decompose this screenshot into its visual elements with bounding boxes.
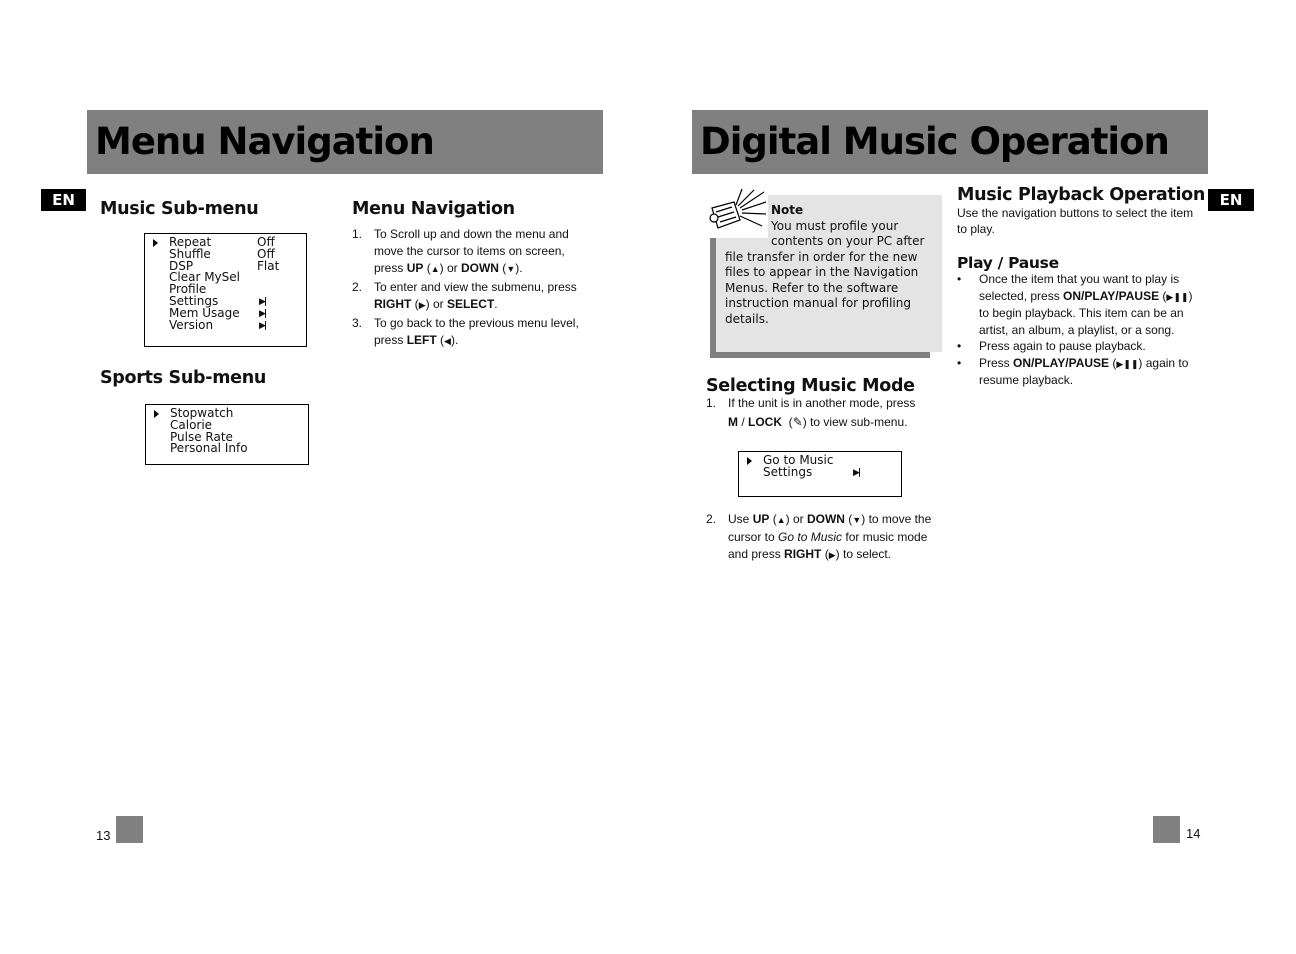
left-title-banner — [87, 110, 603, 174]
menu-navigation-heading: Menu Navigation — [352, 199, 515, 219]
cursor-arrow-icon — [747, 457, 752, 465]
right-lang-tag: EN — [1208, 189, 1254, 211]
lock-key-icon: ✎ — [792, 415, 803, 429]
cursor-arrow-icon — [153, 239, 158, 247]
sports-submenu-heading: Sports Sub-menu — [100, 368, 267, 388]
cursor-arrow-icon — [154, 410, 159, 418]
mode-menu-list — [763, 455, 893, 479]
nav-step-1: 1. To Scroll up and down the menu and move the cursor to items on screen, press UP (▲) or DOWN (▼). — [352, 227, 569, 275]
menu-item-label: Repeat — [169, 235, 212, 249]
menu-item-label: Personal Info — [170, 441, 248, 456]
navigation-steps — [352, 226, 592, 350]
menu-item-label: Calorie — [170, 417, 213, 432]
menu-item-label: Go to Music — [763, 453, 834, 467]
down-arrow-icon: ▼ — [506, 264, 516, 274]
sports-submenu-box — [145, 404, 309, 465]
submenu-arrow-icon: ▶| — [259, 296, 266, 307]
submenu-arrow-icon: ▶| — [259, 308, 266, 319]
note-label: Note — [771, 203, 804, 217]
menu-item-label: Settings — [169, 293, 219, 308]
menu-item-label: Settings — [763, 464, 813, 479]
playback-intro: Use the navigation buttons to select the item to play. — [957, 206, 1194, 236]
menu-item-label: Clear MySel — [169, 270, 240, 285]
selecting-mode-heading: Selecting Music Mode — [706, 376, 915, 396]
right-page-number: 14 — [1186, 826, 1201, 841]
note-text: Note You must profile your contents on your PC after file transfer in order for the new files to appear in the Navigation Menus. Refer to the software instruction manual for profiling details. — [725, 203, 937, 327]
playback-bullet-3: • Press ON/PLAY/PAUSE (▶❚❚) again to resume playback. — [957, 355, 1189, 387]
menu-item-label: Shuffle — [169, 246, 211, 261]
menu-item — [763, 464, 893, 479]
left-page-number: 13 — [96, 828, 111, 843]
nav-step-2: 2. To enter and view the submenu, press RIGHT (▶) or SELECT. — [352, 280, 577, 311]
playback-bullet-2: • Press again to pause playback. — [957, 339, 1146, 353]
menu-item — [170, 443, 248, 455]
playback-bullet-1: • Once the item that you want to play is selected, press ON/PLAY/PAUSE (▶❚❚) to begin playback. This item can be an artist, an album, a playlist, or a song. — [957, 272, 1193, 337]
play-pause-icon: ▶❚❚ — [1166, 291, 1189, 302]
menu-item — [169, 317, 304, 332]
playback-heading: Music Playback Operation — [957, 185, 1206, 205]
nav-step-3: 3. To go back to the previous menu level, press LEFT (◀). — [352, 316, 579, 347]
menu-item-label: Version — [169, 317, 214, 332]
menu-item-label: Profile — [169, 282, 207, 297]
left-arrow-icon: ◀ — [444, 336, 451, 346]
submenu-arrow-icon: ▶| — [853, 467, 860, 478]
menu-item-value: Flat — [257, 258, 280, 273]
selecting-step-1: 1. If the unit is in another mode, press M / LOCK (✎) to view sub-menu. — [706, 396, 916, 429]
menu-item-label: Stopwatch — [170, 406, 234, 420]
up-arrow-icon: ▲ — [776, 515, 786, 525]
menu-item-label: Pulse Rate — [170, 429, 233, 444]
play-pause-icon: ▶❚❚ — [1116, 358, 1139, 369]
mode-menu-box — [738, 451, 902, 497]
playback-bullets — [957, 271, 1193, 389]
down-arrow-icon: ▼ — [852, 515, 862, 525]
submenu-arrow-icon: ▶| — [259, 320, 266, 331]
music-submenu-box — [144, 233, 307, 347]
left-lang-tag: EN — [41, 189, 86, 211]
selecting-step-2: 2. Use UP (▲) or DOWN (▼) to move the cursor to Go to Music for music mode and press RIGHT (▶) to select. — [706, 512, 932, 561]
menu-item-label: Mem Usage — [169, 305, 240, 320]
right-page-marker — [1153, 816, 1180, 843]
sports-submenu-list — [170, 408, 248, 455]
up-arrow-icon: ▲ — [430, 264, 440, 274]
right-arrow-icon: ▶ — [418, 300, 426, 310]
menu-item-label: DSP — [169, 258, 194, 273]
left-page-marker — [116, 816, 143, 843]
play-pause-heading: Play / Pause — [957, 254, 1059, 272]
menu-item-value: Off — [257, 235, 275, 249]
menu-item-value: Off — [257, 246, 275, 261]
music-submenu-heading: Music Sub-menu — [100, 199, 259, 219]
right-page-title: Digital Music Operation — [700, 120, 1169, 163]
right-title-banner — [692, 110, 1208, 174]
right-arrow-icon: ▶ — [828, 550, 836, 560]
music-submenu-list — [169, 237, 304, 331]
left-page-title: Menu Navigation — [95, 120, 434, 163]
